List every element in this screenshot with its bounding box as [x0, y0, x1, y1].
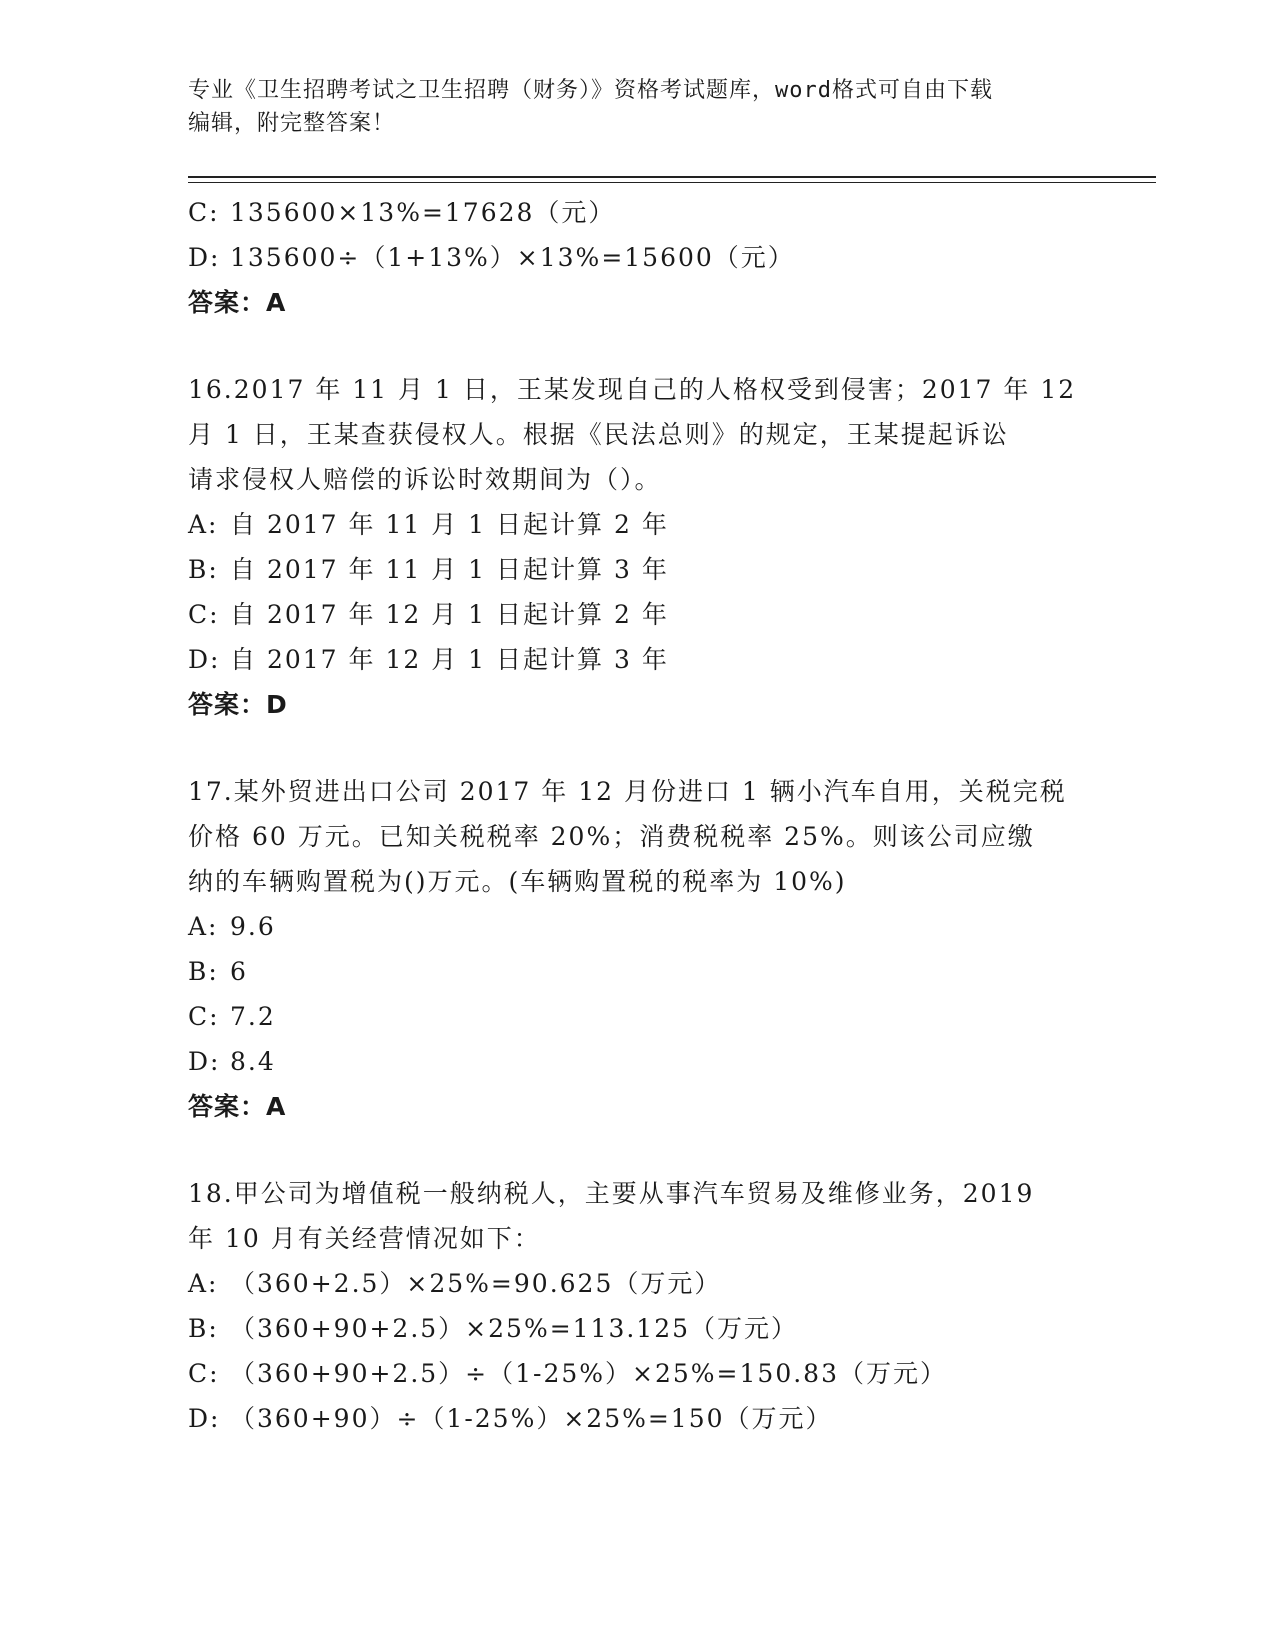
option-c [188, 994, 1088, 1039]
option-text: 7.2 [230, 1002, 276, 1031]
answer: 答案：D [188, 690, 288, 719]
option-text: （360+90）÷（1-25%）×25%=150（万元） [230, 1404, 833, 1433]
option-text: 自 2017 年 12 月 1 日起计算 3 年 [230, 645, 669, 674]
spacer [188, 1129, 1088, 1171]
option-a [188, 502, 1088, 547]
option-text: 135600÷（1+13%）×13%=15600（元） [230, 243, 795, 272]
option-label: D: [188, 1404, 221, 1433]
question-text-line: 18.甲公司为增值税一般纳税人，主要从事汽车贸易及维修业务，2019 [188, 1179, 1035, 1208]
document-header [188, 74, 1068, 140]
document-body [188, 190, 1088, 1441]
header-rule-thin [188, 182, 1156, 183]
option-label: C: [188, 1359, 220, 1388]
option-label: C: [188, 1002, 220, 1031]
question-text-line: 年 10 月有关经营情况如下： [188, 1224, 541, 1253]
option-c [188, 592, 1088, 637]
option-d [188, 1039, 1088, 1084]
option-label: A: [188, 510, 219, 539]
option-label: B: [188, 957, 219, 986]
header-line-1: 专业《卫生招聘考试之卫生招聘（财务）》资格考试题库，word格式可自由下载 [188, 78, 993, 103]
option-label: D: [188, 645, 221, 674]
option-label: B: [188, 555, 219, 584]
option-text: 135600×13%=17628（元） [230, 198, 616, 227]
option-b [188, 949, 1088, 994]
option-c [188, 1351, 1088, 1396]
option-text: （360+2.5）×25%=90.625（万元） [230, 1269, 722, 1298]
option-text: 9.6 [230, 912, 276, 941]
question-17 [188, 769, 1088, 1129]
question-text-line: 纳的车辆购置税为()万元。(车辆购置税的税率为 10%) [188, 867, 847, 896]
question-text-line: 月 1 日，王某查获侵权人。根据《民法总则》的规定，王某提起诉讼 [188, 420, 1009, 449]
spacer [188, 727, 1088, 769]
header-rule-thick [188, 176, 1156, 178]
header-line-2: 编辑，附完整答案！ [188, 111, 396, 136]
option-label: A: [188, 1269, 219, 1298]
answer: 答案：A [188, 288, 287, 317]
spacer [188, 325, 1088, 367]
answer: 答案：A [188, 1092, 287, 1121]
option-d [188, 235, 1088, 280]
option-d [188, 1396, 1088, 1441]
option-label: C: [188, 198, 220, 227]
option-text: 自 2017 年 12 月 1 日起计算 2 年 [230, 600, 669, 629]
option-label: C: [188, 600, 220, 629]
option-a [188, 1261, 1088, 1306]
previous-question [188, 190, 1088, 325]
option-text: 自 2017 年 11 月 1 日起计算 2 年 [230, 510, 669, 539]
option-label: B: [188, 1314, 219, 1343]
option-label: D: [188, 1047, 221, 1076]
option-text: 6 [230, 957, 248, 986]
option-c [188, 190, 1088, 235]
question-18 [188, 1171, 1088, 1441]
option-text: 自 2017 年 11 月 1 日起计算 3 年 [230, 555, 669, 584]
question-text-line: 价格 60 万元。已知关税税率 20%；消费税税率 25%。则该公司应缴 [188, 822, 1035, 851]
option-b [188, 1306, 1088, 1351]
option-text: 8.4 [230, 1047, 276, 1076]
option-b [188, 547, 1088, 592]
question-text-line: 17.某外贸进出口公司 2017 年 12 月份进口 1 辆小汽车自用，关税完税 [188, 777, 1067, 806]
option-text: （360+90+2.5）×25%=113.125（万元） [230, 1314, 799, 1343]
option-label: A: [188, 912, 219, 941]
question-16 [188, 367, 1088, 727]
option-text: （360+90+2.5）÷（1-25%）×25%=150.83（万元） [230, 1359, 947, 1388]
option-a [188, 904, 1088, 949]
option-d [188, 637, 1088, 682]
question-text-line: 16.2017 年 11 月 1 日，王某发现自己的人格权受到侵害；2017 年 12 [188, 375, 1077, 404]
option-label: D: [188, 243, 221, 272]
question-text-line: 请求侵权人赔偿的诉讼时效期间为（）。 [188, 465, 662, 494]
